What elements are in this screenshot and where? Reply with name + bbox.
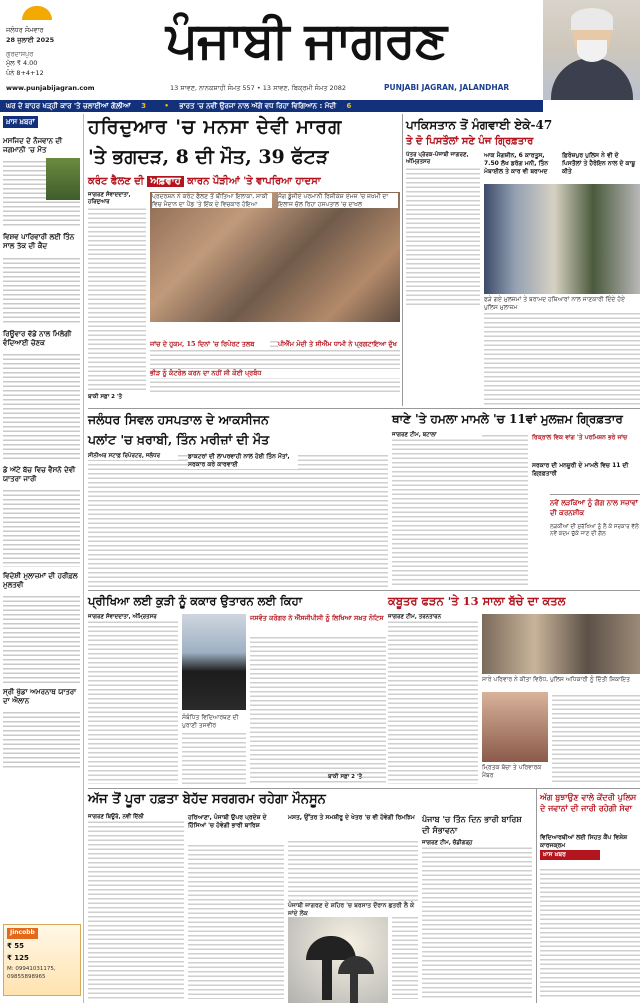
victim-photo — [482, 692, 548, 762]
stampede-photo — [150, 192, 400, 322]
lead-sub-b: ਪੀਐੱਮ ਮੋਦੀ ਤੇ ਸੀਐੱਮ ਧਾਮੀ ਨੇ ਪ੍ਰਗਟਾਇਆ ਦੁੱਖ — [278, 340, 400, 349]
family-protest-photo — [482, 614, 640, 674]
monsoon-body-3 — [288, 838, 418, 902]
pak-headline[interactable]: ਪਾਕਿਸਤਾਨ ਤੋਂ ਮੰਗਵਾਈ ਏਕੇ-47 — [406, 118, 553, 132]
lead-headline-2[interactable]: 'ਤੇ ਭਗਦੜ, 8 ਦੀ ਮੌਤ, 39 ਫੱਟੜ — [88, 146, 329, 168]
sidebar-story-text — [3, 255, 80, 325]
student-photo — [182, 614, 246, 710]
pak-body — [406, 152, 480, 306]
ad-price: ₹ 125 — [7, 953, 29, 962]
pigeon-body-2 — [552, 692, 640, 784]
lead-continued[interactable]: ਬਾਕੀ ਸਫ਼ਾ 2 'ਤੇ — [88, 394, 123, 400]
dateline: 13 ਸਾਵਣ, ਨਾਨਕਸ਼ਾਹੀ ਸੰਮਤ 557 • 13 ਸਾਵਣ, ਬਿਕ੍ਰਮੀ ਸੰਮਤ 2082 — [170, 84, 347, 92]
ticker-right[interactable]: ਭਾਰਤ 'ਚ ਨਵੀਂ ਉਰਜਾ ਨਾਲ ਅੱਗੇ ਵਧ ਰਿਹਾ ਵਿਗਿਆਨ : ਮੋਦੀ — [179, 102, 337, 110]
lead-headline-1[interactable]: ਹਰਿਦੁਆਰ 'ਚ ਮਨਸਾ ਦੇਵੀ ਮਾਰਗ — [88, 116, 343, 138]
column-rule — [402, 114, 403, 406]
ticker-bar — [0, 100, 543, 112]
masthead — [0, 0, 640, 100]
date-column — [6, 26, 90, 79]
ad-price: ₹ 55 — [7, 941, 25, 950]
fire-service-sub: ਵਿਦਿਆਰਥੀਆਂ ਲਈ ਸਿਹਤ ਕੈਂਪ ਵਿਸ਼ੇਸ਼ ਕਾਰਜਕ੍ਰਮ — [540, 834, 628, 849]
jalandhar-headline-1[interactable]: ਜਲੰਧਰ ਸਿਵਲ ਹਸਪਤਾਲ ਦੇ ਆਕਸੀਜਨ — [88, 412, 269, 427]
sidebar-story-title[interactable]: ਮਸਜਿਦ ਦੇ ਨੌਜਵਾਨ ਦੀ ਜਗਮਾਨੀ 'ਚ ਮੌਤ — [3, 137, 63, 155]
fire-service-body — [540, 866, 640, 999]
sidebar-header: ਖ਼ਾਸ ਖ਼ਬਰਾਂ — [3, 116, 38, 128]
monsoon-byline: ਜਾਗਰਣ ਬਿਊਰੋ, ਨਵੀਂ ਦਿੱਲੀ — [88, 814, 184, 821]
fire-service-headline[interactable]: ਅੱਗ ਬੁਝਾਉਣ ਵਾਲੇ ਕੇਂਦਰੀ ਪੁਲਿਸ ਦੇ ਜਵਾਨਾਂ ਦੀ ਜਾਰੀ ਰਹੇਗੀ ਸੇਵਾ — [540, 792, 637, 813]
punjab-body — [422, 840, 532, 999]
rain-caption: ਪੰਜਾਬੀ ਜਾਗਰਣ ਦੇ ਸ਼ਹਿਰ 'ਚ ਬਰਸਾਤ ਦੌਰਾਨ ਛਤਰੀ ਲੈ ਕੇ ਜਾਂਦੇ ਲੋਕ — [288, 902, 418, 917]
ad-phone: M: 09941031175, 09855898965 — [7, 965, 56, 980]
pak-byline: ਪੱਤਰ ਪ੍ਰੇਰਕ-ਪੰਜਾਬੀ ਜਾਗਰਣ, ਅੰਮ੍ਰਿਤਸਰ — [406, 152, 480, 166]
pak-sub-1: ਆਕ ਮੈਗਜ਼ੀਨ, 6 ਕਾਰਤੂਸ, 7.50 ਲੱਖ ਡਰੱਗ ਮਨੀ, ਤਿੰਨ ਮੋਬਾਈਲ ਤੇ ਕਾਰ ਵੀ ਬਰਾਮਦ — [484, 152, 549, 175]
edition-city: ਗੁਰਦਾਸਪੁਰ — [6, 49, 34, 58]
jalandhar-body — [88, 452, 388, 588]
subhead-highlight: ਅਫ਼ਵਾਹ — [147, 176, 183, 187]
website-link[interactable]: www.punjabijagran.com — [6, 84, 95, 92]
price: ਮੁੱਲ ₹ 4.00 — [6, 59, 38, 68]
photo-beard-shape — [577, 40, 607, 62]
punjab-byline: ਜਾਗਰਣ ਟੀਮ, ਚੰਡੀਗੜ੍ਹ — [422, 840, 532, 847]
subhead-prefix: ਕਰੰਟ ਫੈਲਣ ਦੀ — [88, 176, 144, 187]
monsoon-bullet-2: ਮਸਤ, ਉੱਤਰ ਤੇ ਸਮਸ਼ੀਰੂ ਦੇ ਖੇਤਰ 'ਚ ਵੀ ਹੋਵੇਗੀ ਰਿਮਝਿਮ — [288, 814, 415, 821]
lead-body-column — [88, 192, 146, 392]
section-rule — [88, 408, 640, 409]
sidebar-story-title[interactable]: ਵਿਸ਼ਵ ਪਾਰਿਵਾਰੀ ਲਈ ਤਿੰਨ ਸਾਲ ਤੱਕ ਦੀ ਕੈਦ — [3, 233, 75, 251]
sidebar-story-text — [3, 487, 80, 567]
newspaper-title: ਪੰਜਾਬੀ ਜਾਗਰਣ — [165, 10, 447, 69]
police-box-2: ਸਰਕਾਰ ਦੀ ਮਨਜ਼ੂਰੀ ਦੇ ਮਾਮਲੇ ਵਿਚ 11 ਦੀ ਗ੍ਰਿਫ਼ਤਾਰੀ — [532, 462, 629, 477]
lead-subhead — [88, 176, 400, 187]
exam-headline[interactable]: ਪ੍ਰੀਖਿਆ ਲਈ ਕੁੜੀ ਨੂੰ ਕਕਾਰ ਉਤਾਰਨ ਲਈ ਕਿਹਾ — [88, 594, 303, 608]
monsoon-headline[interactable]: ਅੱਜ ਤੋਂ ਪੂਰਾ ਹਫ਼ਤਾ ਬੇਹੱਦ ਸਰਗਰਮ ਰਹੇਗਾ ਮੌਨਸੂਨ — [88, 792, 326, 807]
sidebar-photo — [46, 158, 80, 200]
police-byline: ਜਾਗਰਣ ਟੀਮ, ਬਟਾਲਾ — [392, 432, 482, 439]
lead-sub-a: ਜਾਂਚ ਦੇ ਹੁਕਮ, 15 ਦਿਨਾਂ 'ਚ ਰਿਪੋਰਟ ਤਲਬ — [150, 340, 270, 349]
stampede-caption-1: ਪ੍ਰਦਰਸ਼ਨ ਨੇ ਕਰੰਟ ਫੈਲਣ ਤੋਂ ਬੀਤਿਆ ਇਲਾਕਾ, ਸਾਕੀ ਵਿਚ ਮੈਦਾਨ ਦਾ ਪੈਂਡ 'ਤੇ ਇੱਕ ਦੇ ਵਿਚਕਾਰ ਹੋਇਆ — [152, 193, 272, 208]
ad-brand: Jincobb — [7, 928, 38, 939]
ticker-left-page: 3 — [141, 102, 146, 110]
family-protest-caption: ਸਾਰੇ ਪਰਿਵਾਰ ਨੇ ਕੀਤਾ ਵਿਰੋਧ, ਪੁਲਿਸ ਅਧਿਕਾਰੀ ਨੂੰ ਦਿੱਤੀ ਸ਼ਿਕਾਇਤ — [482, 676, 640, 684]
issue-date: 28 ਜੁਲਾਈ 2025 — [6, 35, 55, 44]
pigeon-headline[interactable]: ਕਬੂਤਰ ਫੜਨ 'ਤੇ 13 ਸਾਲਾ ਬੱਚੇ ਦਾ ਕਤਲ — [388, 594, 566, 608]
pm-photo — [543, 0, 640, 100]
ticker-right-page: 6 — [346, 102, 352, 110]
sidebar-story-title[interactable]: ਰਿਊਵਾਰ ਵੱਡੇ ਨਾਲ ਮਿਲੇਗੀ ਵੰਦਿਆਈ ਚੋਣਕ — [3, 329, 72, 347]
punjab-headline[interactable]: ਪੰਜਾਬ 'ਚ ਤਿੰਨ ਦਿਨ ਭਾਰੀ ਬਾਰਿਸ਼ ਦੀ ਸੰਭਾਵਨਾ — [422, 814, 522, 835]
lead-byline: ਜਾਗਰਣ ਸੰਵਾਦਦਾਤਾ, ਹਰਿਦੁਆਰ — [88, 192, 146, 206]
pak-sub-2: ਫ਼ਿਰੋਜ਼ਪੁਰ ਪੁਲਿਸ ਨੇ ਵੀ ਦੋ ਪਿਸਤੌਲਾਂ ਤੇ ਹੈਰੋਇਨ ਨਾਲ ਦੋ ਕਾਬੂ ਕੀਤੇ — [562, 152, 636, 175]
police-headline[interactable]: ਥਾਣੇ 'ਤੇ ਹਮਲਾ ਮਾਮਲੇ 'ਚ 11ਵਾਂ ਮੁਲਜ਼ਮ ਗ੍ਰਿਫ਼ਤਾਰ — [392, 412, 623, 426]
pak-body-2 — [484, 310, 640, 406]
monsoon-body-4 — [392, 914, 418, 999]
sidebar-story-title[interactable]: ਵਿਦੇਸ਼ੀ ਮੁਲਾਜ਼ਮਾਂ ਦੀ ਹਰੀਫ਼ਲ ਮੁਲਤਵੀ — [3, 571, 78, 589]
sidebar — [0, 114, 84, 1003]
sun-logo-icon — [22, 6, 52, 20]
sidebar-story-text — [3, 593, 80, 683]
jalandhar-byline: ਸੀਨੀਅਰ ਸਟਾਫ਼ ਰਿਪੋਰਟਰ, ਜਲੰਧਰ — [88, 453, 178, 460]
weapons-caption: ਫੜੇ ਗਏ ਮੁਲਜ਼ਮਾਂ ਤੇ ਬਰਾਮਦ ਹਥਿਆਰਾਂ ਨਾਲ ਜਾਣਕਾਰੀ ਦਿੰਦੇ ਹੋਏ ਪੁਲਿਸ ਮੁਲਾਜ਼ਮ — [484, 296, 640, 311]
weapons-photo — [484, 184, 640, 294]
monsoon-body-2 — [188, 842, 284, 999]
column-rule — [550, 494, 640, 495]
student-caption: ਸੰਬੰਧਿਤ ਵਿਦਿਆਰਥਣ ਦੀ ਪੁਰਾਣੀ ਤਸਵੀਰ — [182, 714, 246, 729]
exam-body-3 — [250, 634, 386, 784]
girls-headline[interactable]: ਨਵੇਂ ਲੜਕਿਆਂ ਨੂੰ ਗੋਗ ਨਾਲ ਸਜ਼ਾਵਾਂ ਦੀ ਕਰਨਸ਼ੀਕ — [550, 498, 638, 517]
pak-subhead[interactable]: ਤੇ ਦੋ ਪਿਸਤੌਲਾਂ ਸਣੇ ਪੰਜ ਗ੍ਰਿਫ਼ਤਾਰ — [406, 136, 534, 147]
stampede-caption-2: ਜੱਗ ਡੂੰਜੀਏ ਪਰਮਾਨੀ ਰਿਸ਼ੀਕੇਸ਼ ਏਮਜ਼ 'ਚ ਜ਼ਖ਼ਮੀ ਦਾ ਇਲਾਜ ਚੱਲ ਰਿਹਾ ਹਸਪਤਾਲ 'ਚ ਦਾਖ਼ਲ — [278, 193, 398, 208]
exam-byline: ਜਾਗਰਣ ਸੰਵਾਦਦਾਤਾ, ਅੰਮ੍ਰਿਤਸਰ — [88, 614, 178, 621]
lead-sub-c: ਭੀੜ ਨੂੰ ਕੰਟਰੋਲ ਕਰਨ ਦਾ ਨਹੀਂ ਸੀ ਕੋਈ ਪ੍ਰਬੰਧ — [150, 369, 400, 378]
person-silhouette — [322, 960, 332, 1000]
sidebar-ad[interactable] — [3, 924, 81, 996]
column-rule — [536, 788, 537, 1003]
sidebar-story-title[interactable]: ਸ੍ਰੀ ਖੁੱਡਾ ਅਮਰਨਾਥ ਯਾਤਰਾ ਦਾ ਐਲਾਨ — [3, 688, 77, 706]
exam-body-2 — [182, 730, 246, 784]
fire-service-tag: ਖ਼ਾਸ ਖ਼ਬਰ — [540, 850, 600, 860]
jalandhar-sub: ਡਾਕਟਰਾਂ ਦੀ ਲਾਪਰਵਾਹੀ ਨਾਲ ਹੋਈ ਤਿੰਨ ਮੌਤਾਂ, ਸਰਕਾਰ ਕਰੇ ਕਾਰਵਾਈ — [188, 453, 298, 469]
ticker-left[interactable]: ਘਰ ਦੇ ਬਾਹਰ ਖੜ੍ਹੀ ਕਾਰ 'ਤੇ ਚਲਾਈਆਂ ਗੋਲ਼ੀਆਂ — [6, 102, 131, 110]
monsoon-bullet-1: ਹਰਿਆਣਾ, ਪੰਜਾਬੀ ਉਪਰ ਪ੍ਰਦੇਸ਼ ਦੇ ਹਿੱਸਿਆਂ 'ਚ ਹੋਵੇਗੀ ਭਾਰੀ ਬਾਰਿਸ਼ — [188, 814, 267, 829]
rain-photo — [288, 906, 388, 1003]
page-count: ਪੰਨੇ 8+4+12 — [6, 69, 44, 77]
victim-caption: ਮ੍ਰਿਤਕ ਬੱਚਾ ਤੇ ਪਰਿਵਾਰਕ ਮੈਂਬਰ — [482, 764, 548, 779]
exam-sub: ਜਸਵੰਤ ਕਰੋਗਰ ਨੇ ਐੱਸਜੀਪੀਸੀ ਨੂੰ ਲਿਖਿਆ ਸਖ਼ਤ ਨੋਟਿਸ — [250, 614, 384, 622]
sidebar-story-title[interactable]: ਡੇ ਅੱਟੇ ਬੱਚ ਵਿਚ ਵੈਸਨੋ ਦੇਵੀ ਯਾਤਰਾ ਜਾਰੀ — [3, 465, 76, 483]
publisher: PUNJABI JAGRAN, JALANDHAR — [384, 83, 510, 92]
section-rule — [88, 590, 640, 591]
exam-continued[interactable]: ਬਾਕੀ ਸਫ਼ਾ 2 'ਤੇ — [328, 774, 363, 780]
subhead-suffix: ਕਾਰਨ ਪੌੜੀਆਂ 'ਤੇ ਵਾਪਰਿਆ ਹਾਦਸਾ — [187, 176, 321, 187]
police-box-1: ਰਿਕ੍ਰਾਲ ਵਿਕ ਵਾਂਗ 'ਤੇ ਪਰਮਿਸ਼ਨ ਭਰੇ ਜਾਂਚ — [532, 434, 628, 441]
jalandhar-headline-2[interactable]: ਪਲਾਂਟ 'ਚ ਖ਼ਰਾਬੀ, ਤਿੰਨ ਮਰੀਜ਼ਾਂ ਦੀ ਮੌਤ — [88, 432, 270, 447]
section-rule — [88, 788, 640, 789]
weekday: ਜਲੰਧਰ ਸੋਮਵਾਰ — [6, 26, 44, 34]
main-content — [88, 114, 640, 1003]
pigeon-byline: ਜਾਗਰਣ ਟੀਮ, ਤਰਨਤਾਰਨ — [388, 614, 478, 621]
ticker-separator: • — [164, 102, 169, 110]
person-silhouette — [350, 974, 358, 1003]
monsoon-body — [88, 814, 184, 999]
photo-body-shape — [551, 58, 633, 100]
photo-hair-shape — [571, 8, 613, 30]
exam-body — [88, 614, 178, 784]
girls-body: ਲੜਕੀਆਂ ਦੀ ਸੁਰੱਖਿਆ ਨੂੰ ਲੈ ਕੇ ਸਰਕਾਰ ਵੱਲੋਂ ਨਵੇਂ ਕਦਮ ਚੁੱਕੇ ਜਾਣ ਦੀ ਗੱਲ — [550, 524, 639, 537]
police-body — [392, 432, 528, 588]
sidebar-story-text — [3, 351, 80, 461]
pigeon-body — [388, 614, 478, 784]
sidebar-story-text — [3, 709, 80, 769]
